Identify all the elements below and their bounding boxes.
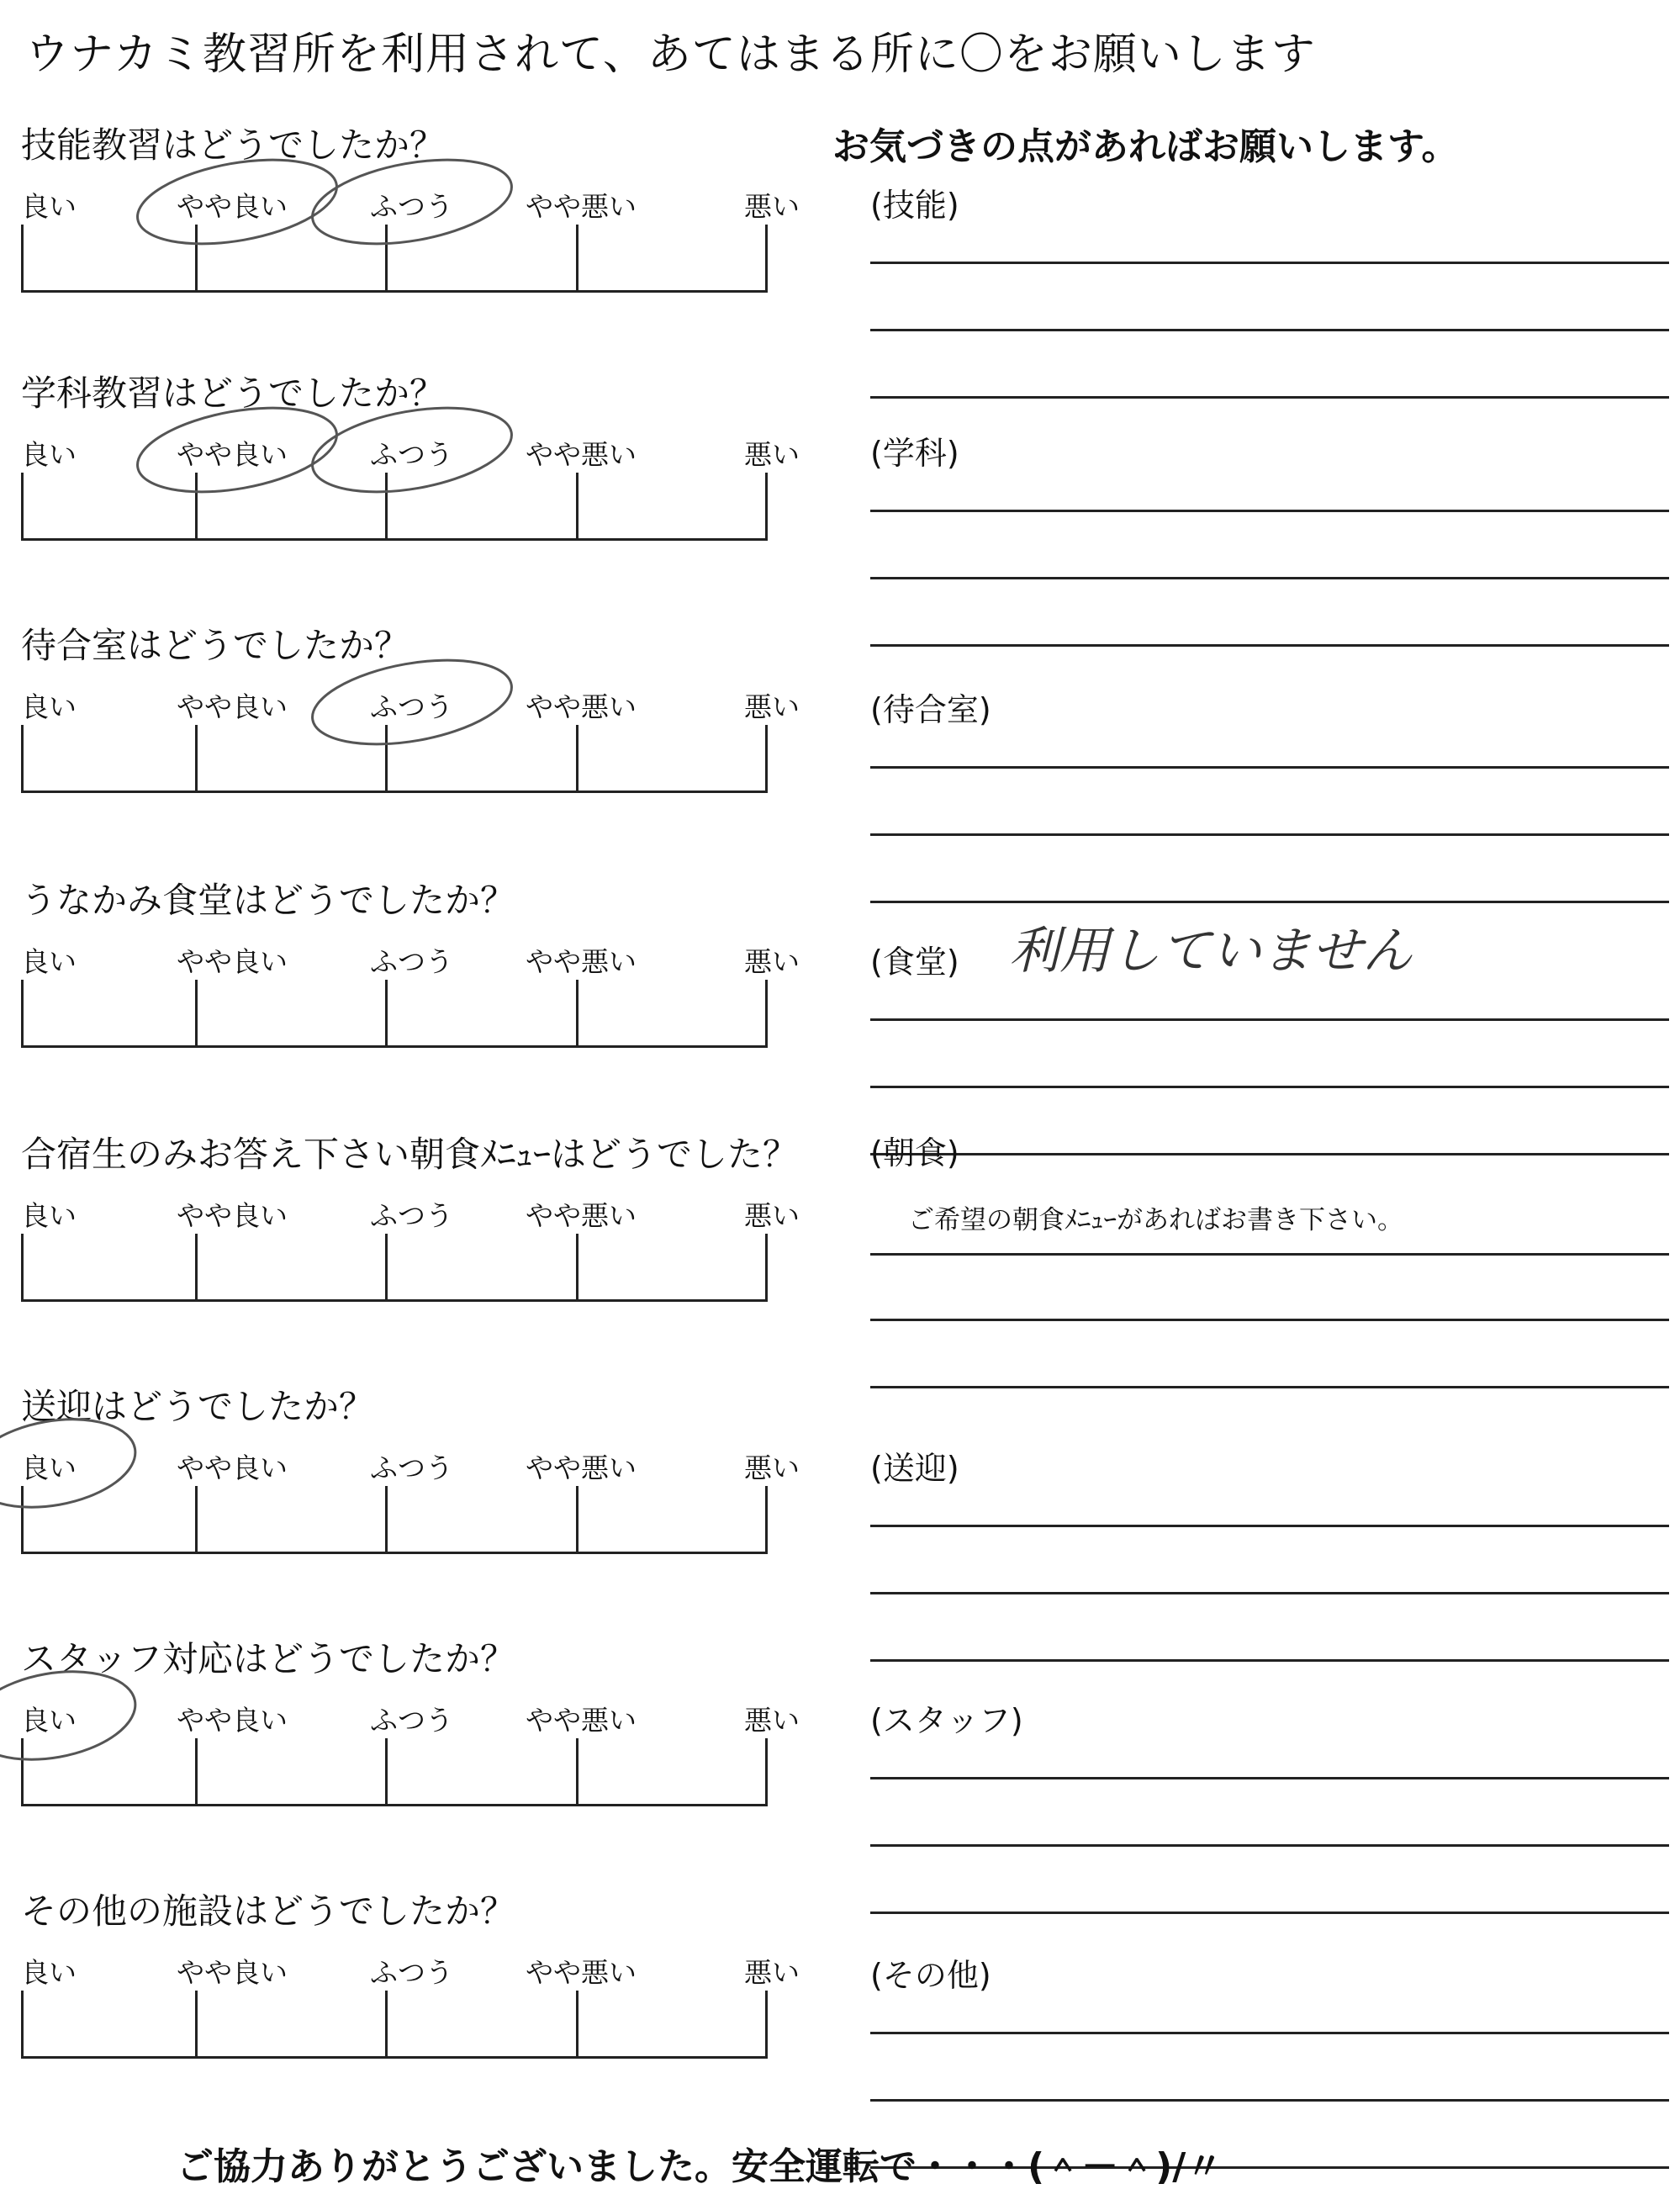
page-title: ウナカミ教習所を利用されて、あてはまる所に〇をお願いします: [25, 29, 1316, 80]
comment-line[interactable]: [870, 1844, 1669, 1847]
comment-category: (技能): [870, 187, 959, 224]
scale-tick: [576, 725, 578, 791]
scale-label: 良い: [21, 438, 77, 471]
comment-line[interactable]: [870, 1086, 1669, 1088]
scale-label: 悪い: [744, 190, 800, 223]
comment-line[interactable]: [870, 2099, 1669, 2102]
scale-label: ふつう: [370, 945, 453, 978]
scale-tick: [195, 473, 198, 538]
scale-tick: [195, 725, 198, 791]
comment-line[interactable]: [870, 1525, 1669, 1527]
scale-tick: [576, 1486, 578, 1552]
rating-scale-line[interactable]: [21, 2056, 768, 2059]
scale-label: ふつう: [370, 1956, 453, 1989]
scale-label: やや悪い: [526, 1704, 637, 1737]
rating-scale-line[interactable]: [21, 1552, 768, 1554]
rating-scale-line[interactable]: [21, 791, 768, 793]
comment-line[interactable]: [870, 901, 1669, 903]
scale-label: やや悪い: [526, 1199, 637, 1232]
scale-label: やや良い: [177, 1199, 288, 1232]
scale-label: ふつう: [370, 1199, 453, 1232]
scale-tick: [195, 1234, 198, 1299]
scale-tick: [765, 1991, 768, 2056]
comment-line[interactable]: [870, 1912, 1669, 1914]
scale-tick: [765, 725, 768, 791]
comment-line[interactable]: [870, 396, 1669, 399]
comment-category: (待合室): [870, 691, 991, 728]
scale-label: 良い: [21, 1451, 77, 1484]
scale-tick: [21, 980, 24, 1045]
scale-label: やや良い: [177, 1704, 288, 1737]
scale-label: 悪い: [744, 1451, 800, 1484]
comment-line[interactable]: [870, 577, 1669, 579]
scale-label: やや悪い: [526, 438, 637, 471]
scale-label: ふつう: [370, 438, 453, 471]
rating-scale-line[interactable]: [21, 1045, 768, 1048]
question-text: 合宿生のみお答え下さい朝食ﾒﾆｭｰはどうでした？: [21, 1134, 799, 1175]
scale-label: 良い: [21, 190, 77, 223]
comment-line[interactable]: [870, 1659, 1669, 1662]
scale-label: やや悪い: [526, 945, 637, 978]
comment-category: (その他): [870, 1957, 991, 1994]
comment-line[interactable]: [870, 1153, 1669, 1155]
scale-label: やや良い: [177, 190, 288, 223]
scale-label: 悪い: [744, 1704, 800, 1737]
comment-category: (スタッフ): [870, 1702, 1023, 1739]
question-text: スタッフ対応はどうでしたか？: [21, 1638, 516, 1679]
scale-tick: [576, 473, 578, 538]
scale-label: やや良い: [177, 1956, 288, 1989]
rating-scale-line[interactable]: [21, 538, 768, 541]
scale-label: 悪い: [744, 1199, 800, 1232]
scale-tick: [21, 473, 24, 538]
scale-label: ふつう: [370, 190, 453, 223]
scale-tick: [576, 1234, 578, 1299]
comment-category: (食堂): [870, 944, 959, 981]
scale-tick: [765, 980, 768, 1045]
scale-tick: [385, 473, 388, 538]
scale-tick: [195, 1486, 198, 1552]
question-text: 送迎はどうでしたか？: [21, 1386, 375, 1427]
scale-tick: [765, 1486, 768, 1552]
scale-label: 良い: [21, 690, 77, 723]
handwritten-comment: 利用していません: [1009, 922, 1413, 981]
scale-label: やや良い: [177, 1451, 288, 1484]
question-text: 技能教習はどうでしたか？: [21, 124, 446, 166]
scale-label: やや良い: [177, 438, 288, 471]
comment-line[interactable]: [870, 1777, 1669, 1779]
scale-tick: [21, 725, 24, 791]
scale-tick: [576, 1991, 578, 2056]
scale-label: やや良い: [177, 945, 288, 978]
scale-tick: [195, 1991, 198, 2056]
question-text: うなかみ食堂はどうでしたか？: [21, 880, 516, 921]
comment-line[interactable]: [870, 1319, 1669, 1321]
comment-category: (送迎): [870, 1450, 959, 1487]
comment-line[interactable]: [870, 1386, 1669, 1388]
scale-tick: [21, 1486, 24, 1552]
scale-tick: [21, 225, 24, 290]
comment-line[interactable]: [870, 1592, 1669, 1594]
scale-label: 悪い: [744, 438, 800, 471]
scale-label: やや悪い: [526, 1956, 637, 1989]
scale-tick: [576, 225, 578, 290]
rating-scale-line[interactable]: [21, 1804, 768, 1806]
scale-tick: [576, 1738, 578, 1804]
comment-line[interactable]: [870, 2032, 1669, 2034]
scale-label: 良い: [21, 1704, 77, 1737]
scale-label: ふつう: [370, 1704, 453, 1737]
scale-tick: [195, 225, 198, 290]
comment-line[interactable]: [870, 644, 1669, 647]
scale-tick: [385, 1738, 388, 1804]
scale-label: 良い: [21, 945, 77, 978]
rating-scale-line[interactable]: [21, 290, 768, 293]
scale-tick: [21, 1234, 24, 1299]
scale-tick: [385, 1234, 388, 1299]
scale-tick: [765, 225, 768, 290]
scale-tick: [385, 225, 388, 290]
scale-label: やや良い: [177, 690, 288, 723]
scale-tick: [385, 1486, 388, 1552]
question-text: 学科教習はどうでしたか？: [21, 373, 446, 414]
scale-tick: [765, 1738, 768, 1804]
scale-tick: [765, 473, 768, 538]
scale-tick: [385, 980, 388, 1045]
comment-subnote: ご希望の朝食ﾒﾆｭｰがあればお書き下さい。: [908, 1205, 1403, 1235]
comment-category: (学科): [870, 435, 959, 472]
scale-label: ふつう: [370, 1451, 453, 1484]
comment-category: (朝食): [870, 1134, 959, 1171]
comment-line[interactable]: [870, 1018, 1669, 1021]
footer-message: ご協力ありがとうございました。安全運転で・・・(＾－＾)/〃: [177, 2145, 1223, 2188]
scale-label: 良い: [21, 1956, 77, 1989]
scale-label: やや悪い: [526, 1451, 637, 1484]
comments-header: お気づきの点があればお願いします。: [832, 125, 1459, 168]
scale-tick: [385, 1991, 388, 2056]
comment-line[interactable]: [870, 329, 1669, 331]
question-text: 待合室はどうでしたか？: [21, 625, 410, 666]
scale-label: ふつう: [370, 690, 453, 723]
scale-label: 悪い: [744, 1956, 800, 1989]
scale-tick: [385, 725, 388, 791]
comment-line[interactable]: [870, 510, 1669, 512]
scale-label: やや悪い: [526, 690, 637, 723]
rating-scale-line[interactable]: [21, 1299, 768, 1302]
scale-tick: [195, 980, 198, 1045]
scale-tick: [765, 1234, 768, 1299]
scale-tick: [21, 1738, 24, 1804]
comment-line[interactable]: [870, 833, 1669, 836]
scale-label: 悪い: [744, 690, 800, 723]
scale-label: 良い: [21, 1199, 77, 1232]
comment-line[interactable]: [870, 766, 1669, 769]
scale-tick: [21, 1991, 24, 2056]
scale-tick: [576, 980, 578, 1045]
scale-label: やや悪い: [526, 190, 637, 223]
question-text: その他の施設はどうでしたか？: [21, 1890, 516, 1932]
comment-line[interactable]: [870, 1253, 1669, 1256]
scale-tick: [195, 1738, 198, 1804]
scale-label: 悪い: [744, 945, 800, 978]
comment-line[interactable]: [870, 262, 1669, 264]
